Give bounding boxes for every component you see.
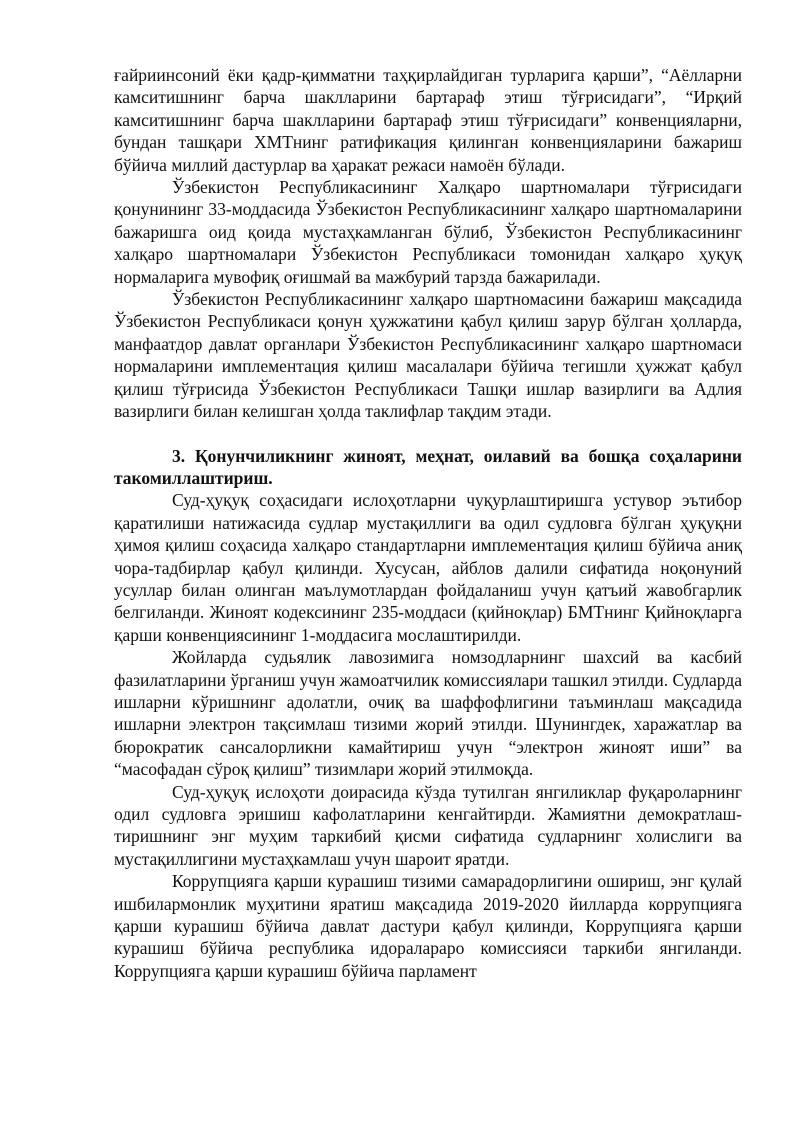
- paragraph-judge-selection: Жойларда судьялик лавозимига номзодларнинг шахсий ва касбий фазилатларини ўрганиш учун жамоатчилик комиссиялари ташкил этилди. Судларда ишларни кўришнинг адолатли, очиқ ва шаффофлигини таъминлаш мақсадида ишларни электрон тақсимлаш тизими жорий этилди. Шунингдек, харажатлар ва бюрократик сансалорликни камайтириш учун “электрон жиноят иши” ва “масофадан сўроқ қилиш” тизимлари жорий этилмоқда.: [114, 647, 742, 780]
- paragraph-anti-corruption: Коррупцияга қарши курашиш тизими самарадорлигини ошириш, энг қулай ишбилармонлик муҳитини яратиш мақсадида 2019-2020 йилларда коррупцияга қарши курашиш бўйича давлат дастури қабул қилинди, Коррупцияга қарши курашиш бўйича республика идоралараро комиссияси таркиби янгиланди. Коррупцияга қарши курашиш бўйича парламент: [114, 871, 742, 981]
- paragraph-treaty-implementation: Ўзбекистон Республикасининг халқаро шартномасини бажариш мақсадида Ўзбекистон Республикаси қонун ҳужжатини қабул қилиш зарур бўлган ҳолларда, манфаатдор давлат органлари Ўзбекистон Республикасининг халқаро шартномаси нормаларини имплементация қилиш масалалари бўйича тегишли ҳужжат қабул қилиш тўғрисида Ўзбекистон Республикаси Ташқи ишлар вазирлиги ва Адлия вазирлиги билан келишган ҳолда таклифлар тақдим этади.: [114, 289, 742, 422]
- paragraph-judicial-reform: Суд-ҳуқуқ соҳасидаги ислоҳотларни чуқурлаштиришга устувор эътибор қаратилиши натижасида судлар мустақиллиги ва одил судловга бўлган ҳуқуқни ҳимоя қилиш соҳасида халқаро стандартларни имплементация қилиш бўйича аниқ чора-тадбирлар қабул қилинди. Хусусан, айблов далили сифатида ноқонуний усуллар билан олинган маълумотлардан фойдаланиш учун қатъий жавобгарлик белгиланди. Жиноят кодексининг 235-моддаси (қийноқлар) БМТнинг Қийноқларга қарши конвенциясининг 1-моддасига мослаштирилди.: [114, 490, 742, 645]
- paragraph-court-independence: Суд-ҳуқуқ ислоҳоти доирасида кўзда тутилган янгиликлар фуқароларнинг одил судловга эришиш кафолатларини кенгайтирди. Жамиятни демократлаш- тиришнинг энг муҳим таркибий қисми сифатида судларнинг холислиги ва мустақиллигини мустаҳкамлаш учун шароит яратди.: [114, 781, 742, 869]
- paragraph-treaties-law: Ўзбекистон Республикасининг Халқаро шартномалари тўғрисидаги қонунининг 33-моддасида Ўзбекистон Республикасининг халқаро шартномаларини бажаришга оид қоида мустаҳкамланган бўлиб, Ўзбекистон Республикасининг халқаро шартномалари Ўзбекистон Республикаси томонидан халқаро ҳуқуқ нормаларига мувофиқ оғишмай ва мажбурий тарзда бажарилади.: [114, 177, 742, 287]
- paragraph-conventions: ғайриинсоний ёки қадр-қимматни таҳқирлайдиган турларига қарши”, “Аёлларни камситишнинг барча шаклларини бартараф этиш тўғрисидаги”, “Ирқий камситишнинг барча шаклларини бартараф этиш тўғрисидаги” конвенцияларни, бундан ташқари ХМТнинг ратификация қилинган конвенцияларини бажариш бўйича миллий дастурлар ва ҳаракат режаси намоён бўлади.: [114, 65, 742, 175]
- section-heading: 3. Қонунчиликнинг жиноят, меҳнат, оилавий ва бошқа соҳаларини такомиллаштириш.: [114, 445, 742, 488]
- document-page: [114, 64, 742, 982]
